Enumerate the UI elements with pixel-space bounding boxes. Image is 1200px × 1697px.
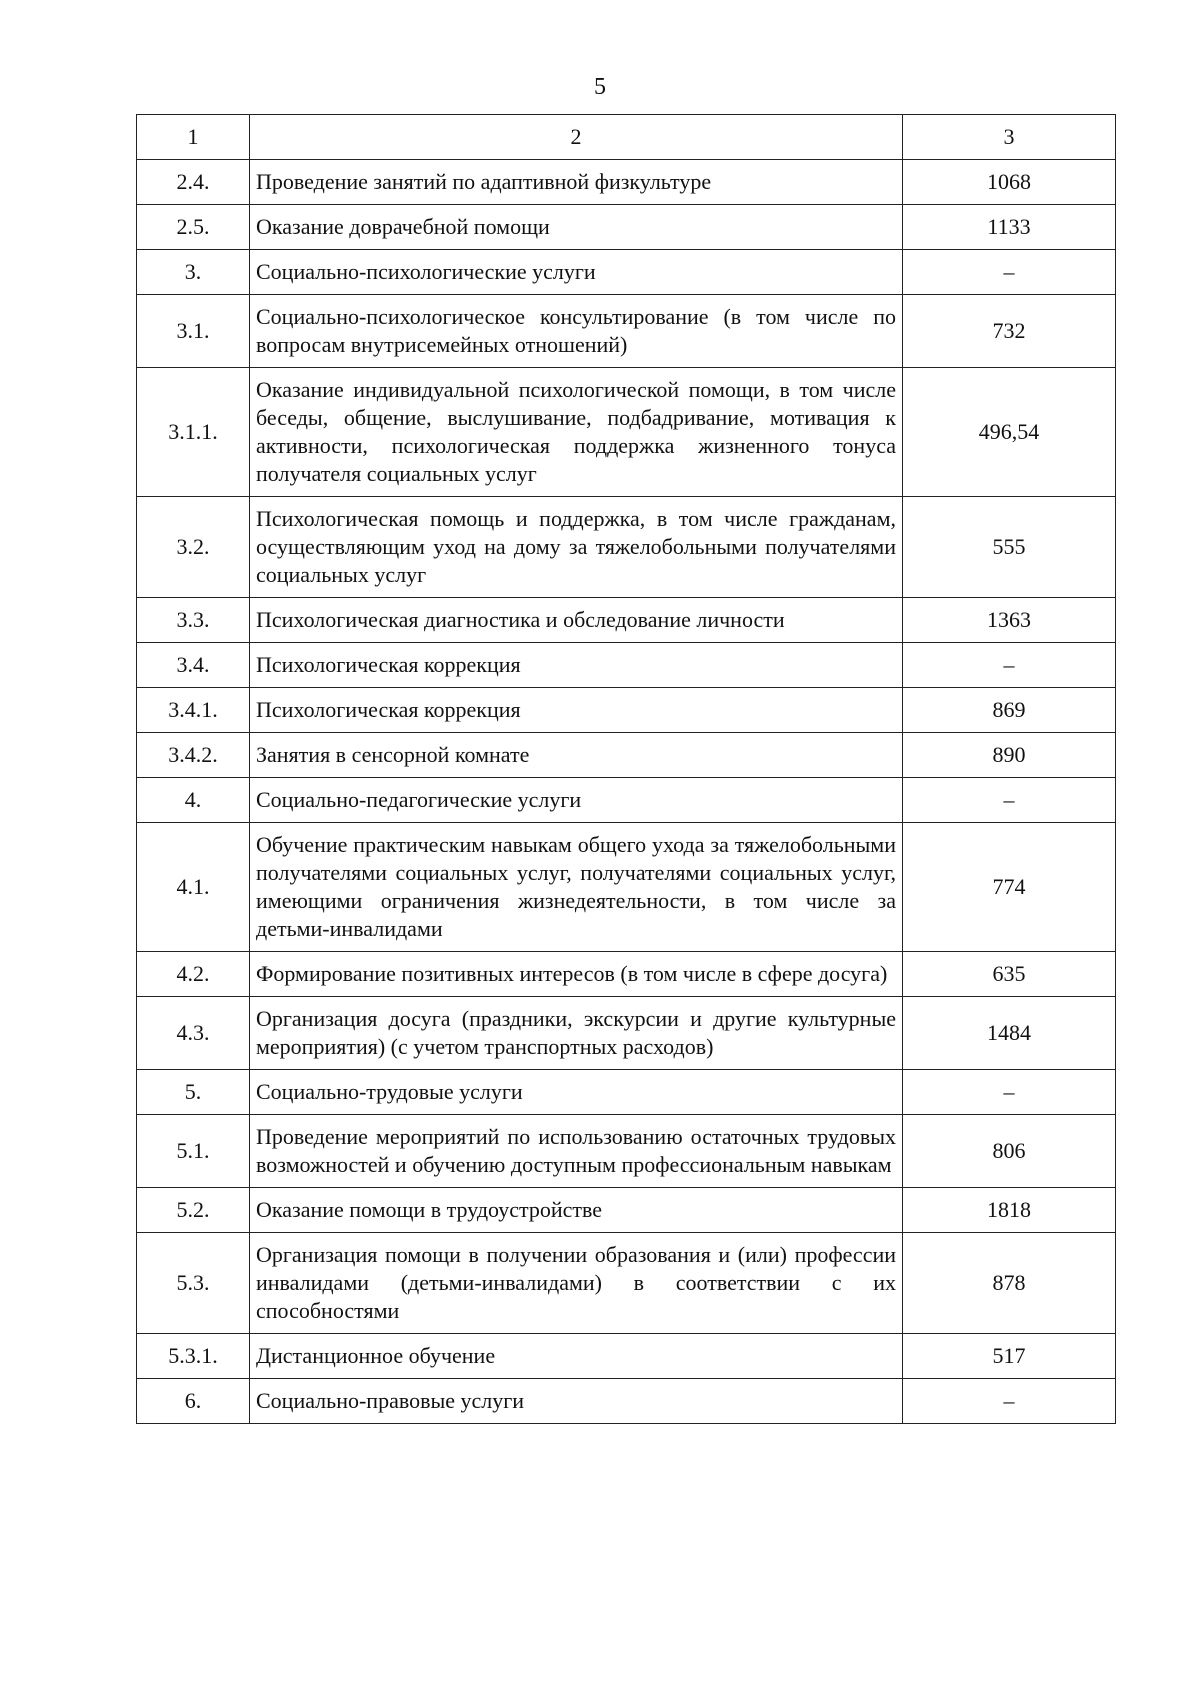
- row-value-cell: 890: [903, 733, 1116, 778]
- row-number-cell: 3.1.: [137, 295, 250, 368]
- row-value-cell: 732: [903, 295, 1116, 368]
- row-number-cell: 5.3.: [137, 1233, 250, 1334]
- row-value-cell: 1363: [903, 598, 1116, 643]
- header-cell-1: 1: [137, 115, 250, 160]
- row-name-cell: Психологическая помощь и поддержка, в том числе гражданам, осуществляющим уход на дому за тяжелобольными получателями социальных услуг: [250, 497, 903, 598]
- row-name-cell: Социально-правовые услуги: [250, 1379, 903, 1424]
- row-number-cell: 3.2.: [137, 497, 250, 598]
- table-row: [137, 823, 1116, 952]
- table-row: [137, 250, 1116, 295]
- row-name-cell: Психологическая коррекция: [250, 688, 903, 733]
- table-row: [137, 688, 1116, 733]
- row-value-cell: 496,54: [903, 368, 1116, 497]
- table-row: [137, 1379, 1116, 1424]
- table-header-row: [137, 115, 1116, 160]
- row-value-cell: –: [903, 778, 1116, 823]
- row-name-cell: Оказание помощи в трудоустройстве: [250, 1188, 903, 1233]
- row-value-cell: 1068: [903, 160, 1116, 205]
- table-row: [137, 997, 1116, 1070]
- row-name-cell: Дистанционное обучение: [250, 1334, 903, 1379]
- row-number-cell: 3.: [137, 250, 250, 295]
- table-row: [137, 733, 1116, 778]
- row-name-cell: Психологическая коррекция: [250, 643, 903, 688]
- row-number-cell: 4.: [137, 778, 250, 823]
- row-value-cell: –: [903, 643, 1116, 688]
- row-name-cell: Проведение мероприятий по использованию остаточных трудовых возможностей и обучению доступным профессиональным навыкам: [250, 1115, 903, 1188]
- row-name-cell: Обучение практическим навыкам общего ухода за тяжелобольными получателями социальных услуг, получателями социальных услуг, имеющими ограничения жизнедеятельности, в том числе за детьми-инвалидами: [250, 823, 903, 952]
- row-value-cell: 1484: [903, 997, 1116, 1070]
- row-name-cell: Занятия в сенсорной комнате: [250, 733, 903, 778]
- row-number-cell: 3.4.2.: [137, 733, 250, 778]
- row-value-cell: 1818: [903, 1188, 1116, 1233]
- row-number-cell: 5.3.1.: [137, 1334, 250, 1379]
- row-value-cell: 806: [903, 1115, 1116, 1188]
- row-name-cell: Проведение занятий по адаптивной физкультуре: [250, 160, 903, 205]
- header-cell-2: 2: [250, 115, 903, 160]
- table-row: [137, 368, 1116, 497]
- row-value-cell: –: [903, 250, 1116, 295]
- row-value-cell: 517: [903, 1334, 1116, 1379]
- row-number-cell: 3.3.: [137, 598, 250, 643]
- table-row: [137, 643, 1116, 688]
- row-number-cell: 2.4.: [137, 160, 250, 205]
- table-row: [137, 1334, 1116, 1379]
- row-number-cell: 4.1.: [137, 823, 250, 952]
- row-value-cell: –: [903, 1070, 1116, 1115]
- row-number-cell: 4.2.: [137, 952, 250, 997]
- row-number-cell: 4.3.: [137, 997, 250, 1070]
- row-number-cell: 3.4.1.: [137, 688, 250, 733]
- services-table: [136, 114, 1116, 1424]
- row-number-cell: 5.1.: [137, 1115, 250, 1188]
- row-name-cell: Социально-психологические услуги: [250, 250, 903, 295]
- row-name-cell: Социально-педагогические услуги: [250, 778, 903, 823]
- row-number-cell: 3.4.: [137, 643, 250, 688]
- row-value-cell: 878: [903, 1233, 1116, 1334]
- row-name-cell: Организация помощи в получении образования и (или) профессии инвалидами (детьми-инвалидами) в соответствии с их способностями: [250, 1233, 903, 1334]
- page-number: 5: [594, 74, 606, 100]
- table-row: [137, 1233, 1116, 1334]
- row-number-cell: 2.5.: [137, 205, 250, 250]
- row-value-cell: 774: [903, 823, 1116, 952]
- row-name-cell: Оказание доврачебной помощи: [250, 205, 903, 250]
- row-name-cell: Формирование позитивных интересов (в том числе в сфере досуга): [250, 952, 903, 997]
- table-row: [137, 1115, 1116, 1188]
- table-row: [137, 1188, 1116, 1233]
- row-value-cell: 869: [903, 688, 1116, 733]
- row-number-cell: 3.1.1.: [137, 368, 250, 497]
- row-number-cell: 5.2.: [137, 1188, 250, 1233]
- row-name-cell: Оказание индивидуальной психологической помощи, в том числе беседы, общение, выслушивание, подбадривание, мотивация к активности, психологическая поддержка жизненного тонуса получателя социальных услуг: [250, 368, 903, 497]
- row-number-cell: 5.: [137, 1070, 250, 1115]
- row-value-cell: 635: [903, 952, 1116, 997]
- table-row: [137, 598, 1116, 643]
- row-name-cell: Социально-трудовые услуги: [250, 1070, 903, 1115]
- table-row: [137, 497, 1116, 598]
- table-row: [137, 952, 1116, 997]
- table-row: [137, 205, 1116, 250]
- table-row: [137, 778, 1116, 823]
- table-row: [137, 295, 1116, 368]
- table-row: [137, 160, 1116, 205]
- header-cell-3: 3: [903, 115, 1116, 160]
- table-row: [137, 1070, 1116, 1115]
- row-number-cell: 6.: [137, 1379, 250, 1424]
- row-name-cell: Социально-психологическое консультирование (в том числе по вопросам внутрисемейных отношений): [250, 295, 903, 368]
- row-value-cell: –: [903, 1379, 1116, 1424]
- row-value-cell: 555: [903, 497, 1116, 598]
- row-name-cell: Организация досуга (праздники, экскурсии и другие культурные мероприятия) (с учетом транспортных расходов): [250, 997, 903, 1070]
- row-value-cell: 1133: [903, 205, 1116, 250]
- table-body: [137, 160, 1116, 1424]
- row-name-cell: Психологическая диагностика и обследование личности: [250, 598, 903, 643]
